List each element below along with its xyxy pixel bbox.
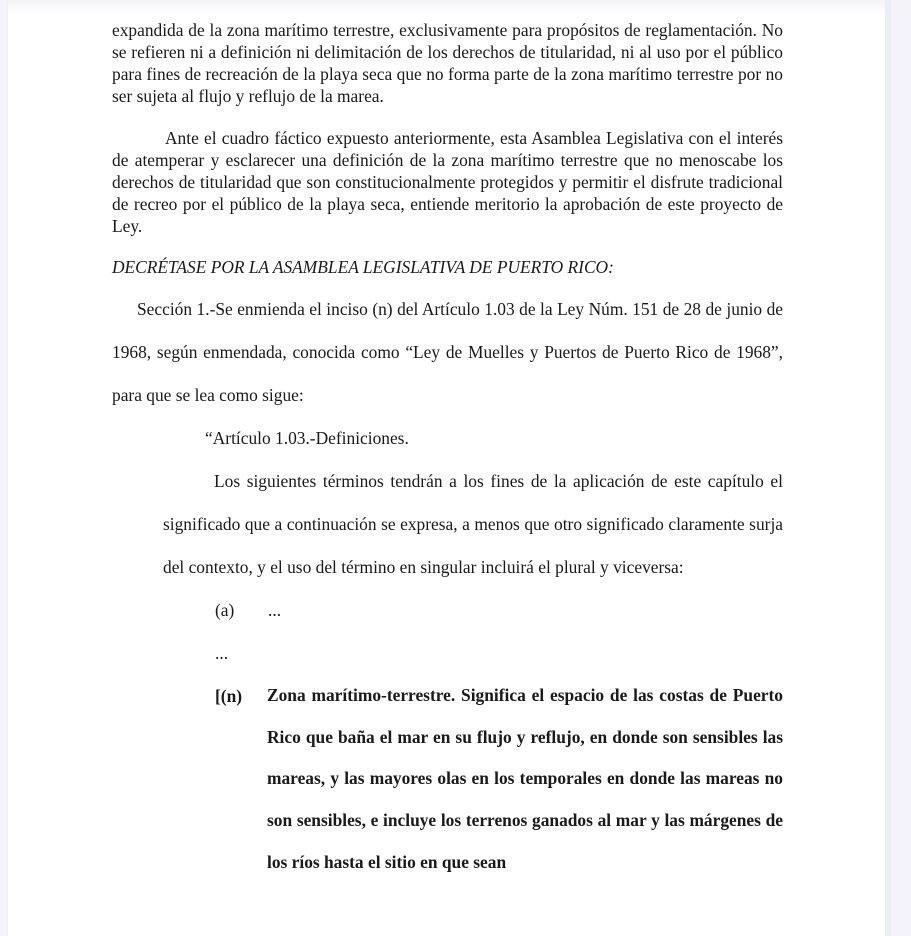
definition-item-n	[112, 675, 783, 884]
page-content	[112, 19, 783, 884]
page-top-edge	[8, 0, 885, 14]
item-a-label: (a)	[215, 600, 235, 620]
paragraph-continuation: expandida de la zona marítimo terrestre, exclusivamente para propósitos de reglamentación. No se refieren ni a definición ni delimitación de los derechos de titularidad, ni al uso por el público para fines de recreación de la playa seca que no forma parte de la zona marítimo terrestre por no ser sujeta al flujo y reflujo de la marea.	[112, 20, 783, 106]
item-n-text: Zona marítimo-terrestre. Significa el espacio de las costas de Puerto Rico que baña el mar en su flujo y reflujo, en donde son sensibles las mareas, y las mayores olas en los temporales en donde las mareas no son sensibles, e incluye los terrenos ganados al mar y las márgenes de los ríos hasta el sitio en que sean	[267, 685, 783, 872]
scrollbar-track[interactable]	[885, 0, 891, 936]
document-page	[8, 0, 885, 936]
paragraph-motivation: Ante el cuadro fáctico expuesto anteriormente, esta Asamblea Legislativa con el interés de atemperar y esclarecer una definición de la zona marítimo terrestre que no menoscabe los derechos de titularidad que son constitucionalmente protegidos y permitir el disfrute tradicional de recreo por el público de la playa seca, entiende meritorio la aprobación de este proyecto de Ley.	[112, 128, 783, 236]
item-a-text: ...	[268, 600, 282, 620]
decree-heading: DECRÉTASE POR LA ASAMBLEA LEGISLATIVA DE PUERTO RICO:	[112, 257, 614, 277]
article-title: “Artículo 1.03.-Definiciones.	[205, 428, 409, 448]
definition-item-a	[112, 589, 783, 632]
definitions-intro: Los siguientes términos tendrán a los fines de la aplicación de este capítulo el significado que a continuación se expresa, a menos que otro significado claramente surja del contexto, y el uso del término en singular incluirá el plural y viceversa:	[163, 471, 783, 577]
section-1: Sección 1.-Se enmienda el inciso (n) del Artículo 1.03 de la Ley Núm. 151 de 28 de junio de 1968, según enmendada, conocida como “Ley de Muelles y Puertos de Puerto Rico de 1968”, para que se lea como sigue:	[112, 299, 783, 405]
omitted-items-ellipsis: ...	[215, 643, 229, 663]
item-n-label: [(n)	[215, 686, 243, 706]
